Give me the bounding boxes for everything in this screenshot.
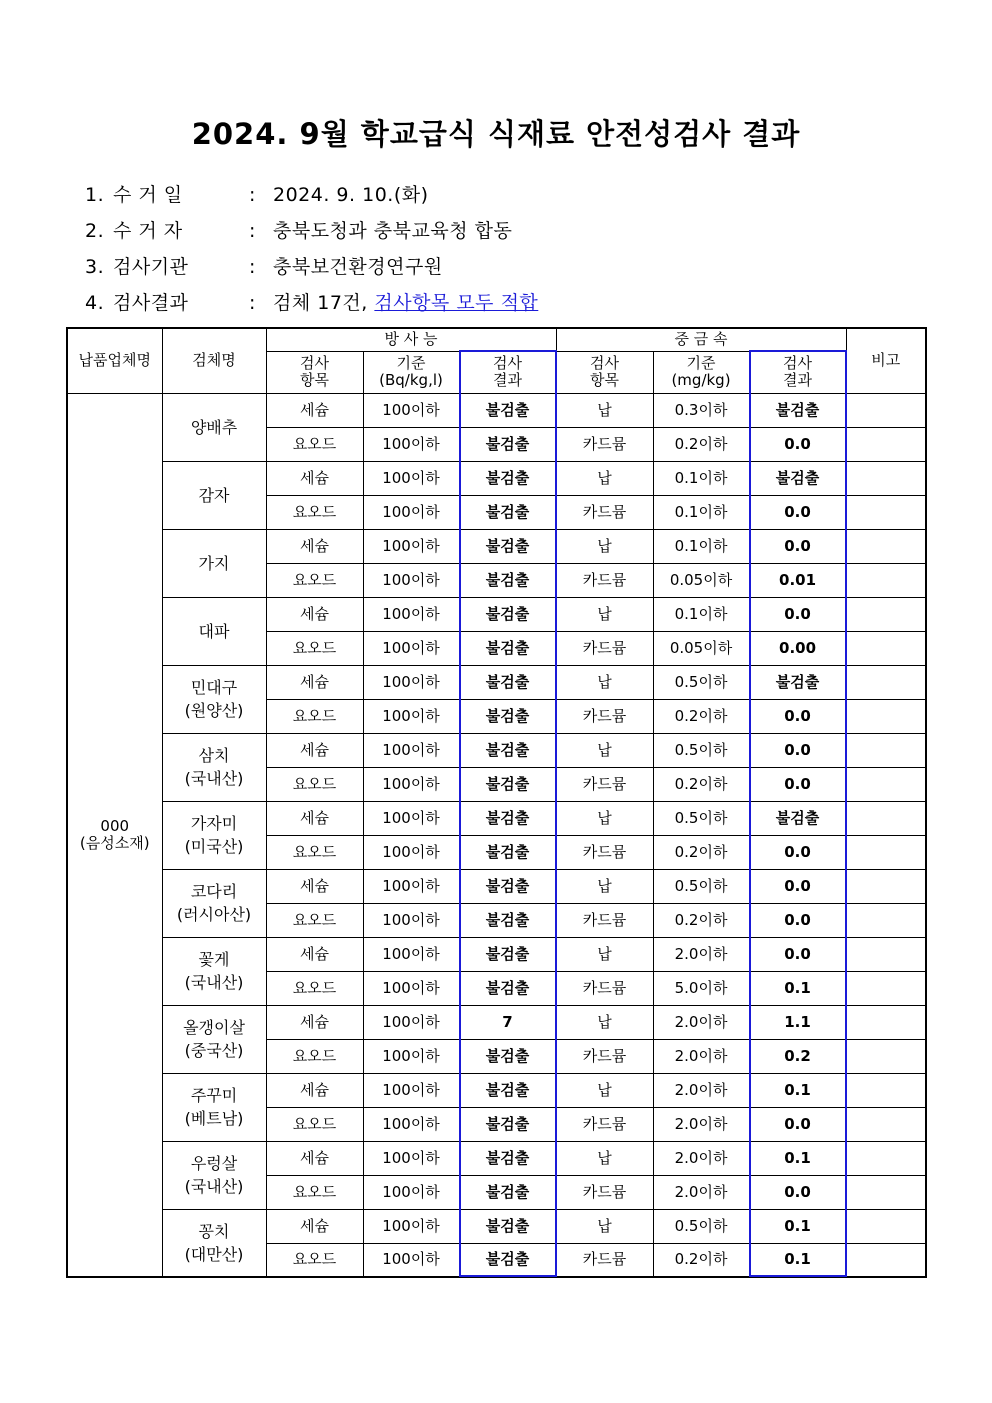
radio-item-cell: 세슘 xyxy=(266,597,363,631)
table-row xyxy=(67,461,926,495)
metal-standard-cell: 0.2이하 xyxy=(653,699,749,733)
metal-item-cell: 납 xyxy=(556,937,653,971)
metal-result-cell: 0.0 xyxy=(749,767,846,801)
metal-standard-cell: 0.2이하 xyxy=(653,427,749,461)
radio-result-cell: 불검출 xyxy=(459,1209,556,1243)
radio-item-cell: 요오드 xyxy=(266,835,363,869)
radio-result-cell: 불검출 xyxy=(459,835,556,869)
radio-item-cell: 세슘 xyxy=(266,1209,363,1243)
radio-item-cell: 요오드 xyxy=(266,971,363,1005)
note-cell xyxy=(846,1175,926,1209)
metal-standard-cell: 0.1이하 xyxy=(653,597,749,631)
table-row xyxy=(67,1141,926,1175)
sample-name-cell: 양배추 xyxy=(162,393,266,461)
radio-item-cell: 요오드 xyxy=(266,903,363,937)
note-cell xyxy=(846,903,926,937)
radio-standard-cell: 100이하 xyxy=(363,1039,459,1073)
radio-standard-cell: 100이하 xyxy=(363,903,459,937)
radio-result-cell: 불검출 xyxy=(459,699,556,733)
radio-standard-cell: 100이하 xyxy=(363,631,459,665)
radio-item-cell: 세슘 xyxy=(266,665,363,699)
radio-item-cell: 세슘 xyxy=(266,733,363,767)
supplier-cell: 000 (음성소재) xyxy=(67,393,162,1277)
metal-standard-cell: 0.3이하 xyxy=(653,393,749,427)
note-cell xyxy=(846,393,926,427)
radio-item-cell: 세슘 xyxy=(266,393,363,427)
metal-standard-cell: 0.5이하 xyxy=(653,733,749,767)
metal-result-cell: 0.1 xyxy=(749,971,846,1005)
radio-item-cell: 요오드 xyxy=(266,699,363,733)
radio-item-cell: 세슘 xyxy=(266,869,363,903)
radio-standard-cell: 100이하 xyxy=(363,1209,459,1243)
radio-item-cell: 세슘 xyxy=(266,937,363,971)
metal-result-cell: 0.00 xyxy=(749,631,846,665)
note-cell xyxy=(846,835,926,869)
radio-result-cell: 불검출 xyxy=(459,1107,556,1141)
metal-result-cell: 불검출 xyxy=(749,665,846,699)
sample-name-cell: 삼치 (국내산) xyxy=(162,733,266,801)
table-row xyxy=(67,597,926,631)
note-cell xyxy=(846,937,926,971)
metal-result-cell: 0.0 xyxy=(749,903,846,937)
info-line-result: 4. 검사결과 : 검체 17건, 검사항목 모두 적합 xyxy=(85,288,538,315)
radio-standard-cell: 100이하 xyxy=(363,835,459,869)
radio-item-cell: 세슘 xyxy=(266,1141,363,1175)
header-radio-item: 검사 항목 xyxy=(266,351,363,393)
metal-item-cell: 카드뮴 xyxy=(556,1039,653,1073)
metal-result-cell: 0.0 xyxy=(749,597,846,631)
radio-standard-cell: 100이하 xyxy=(363,869,459,903)
note-cell xyxy=(846,427,926,461)
radio-standard-cell: 100이하 xyxy=(363,1107,459,1141)
metal-item-cell: 납 xyxy=(556,869,653,903)
table-row xyxy=(67,1005,926,1039)
radio-item-cell: 요오드 xyxy=(266,631,363,665)
metal-result-cell: 0.0 xyxy=(749,869,846,903)
metal-standard-cell: 0.1이하 xyxy=(653,461,749,495)
metal-result-cell: 0.2 xyxy=(749,1039,846,1073)
metal-item-cell: 카드뮴 xyxy=(556,1243,653,1277)
radio-result-cell: 불검출 xyxy=(459,563,556,597)
note-cell xyxy=(846,971,926,1005)
metal-standard-cell: 2.0이하 xyxy=(653,1107,749,1141)
note-cell xyxy=(846,699,926,733)
metal-standard-cell: 2.0이하 xyxy=(653,1039,749,1073)
metal-item-cell: 카드뮴 xyxy=(556,903,653,937)
metal-result-cell: 0.0 xyxy=(749,427,846,461)
metal-result-cell: 0.1 xyxy=(749,1243,846,1277)
metal-item-cell: 납 xyxy=(556,393,653,427)
metal-standard-cell: 2.0이하 xyxy=(653,937,749,971)
metal-item-cell: 카드뮴 xyxy=(556,563,653,597)
metal-result-cell: 0.0 xyxy=(749,529,846,563)
metal-item-cell: 카드뮴 xyxy=(556,1175,653,1209)
header-metal-item: 검사 항목 xyxy=(556,351,653,393)
radio-item-cell: 세슘 xyxy=(266,1073,363,1107)
metal-item-cell: 카드뮴 xyxy=(556,835,653,869)
sample-name-cell: 꽃게 (국내산) xyxy=(162,937,266,1005)
radio-item-cell: 세슘 xyxy=(266,529,363,563)
radio-standard-cell: 100이하 xyxy=(363,597,459,631)
note-cell xyxy=(846,597,926,631)
radio-result-cell: 불검출 xyxy=(459,393,556,427)
radio-result-cell: 불검출 xyxy=(459,1073,556,1107)
header-radioactivity: 방 사 능 xyxy=(266,328,556,351)
note-cell xyxy=(846,495,926,529)
metal-item-cell: 납 xyxy=(556,665,653,699)
table-row xyxy=(67,393,926,427)
radio-standard-cell: 100이하 xyxy=(363,801,459,835)
metal-standard-cell: 2.0이하 xyxy=(653,1141,749,1175)
table-row xyxy=(67,1073,926,1107)
radio-standard-cell: 100이하 xyxy=(363,427,459,461)
metal-result-cell: 0.1 xyxy=(749,1073,846,1107)
metal-item-cell: 카드뮴 xyxy=(556,1107,653,1141)
note-cell xyxy=(846,631,926,665)
metal-item-cell: 카드뮴 xyxy=(556,699,653,733)
result-summary-link[interactable]: 검사항목 모두 적합 xyxy=(374,292,539,314)
note-cell xyxy=(846,1039,926,1073)
radio-result-cell: 불검출 xyxy=(459,665,556,699)
note-cell xyxy=(846,869,926,903)
info-line-institution: 3. 검사기관 : 충북보건환경연구원 xyxy=(85,256,443,278)
radio-result-cell: 불검출 xyxy=(459,971,556,1005)
metal-result-cell: 0.0 xyxy=(749,495,846,529)
radio-result-cell: 불검출 xyxy=(459,1175,556,1209)
metal-standard-cell: 0.2이하 xyxy=(653,903,749,937)
radio-item-cell: 요오드 xyxy=(266,427,363,461)
radio-standard-cell: 100이하 xyxy=(363,1073,459,1107)
note-cell xyxy=(846,767,926,801)
table-row xyxy=(67,1209,926,1243)
radio-result-cell: 불검출 xyxy=(459,903,556,937)
radio-standard-cell: 100이하 xyxy=(363,563,459,597)
metal-result-cell: 0.0 xyxy=(749,699,846,733)
note-cell xyxy=(846,1141,926,1175)
radio-result-cell: 불검출 xyxy=(459,495,556,529)
radio-standard-cell: 100이하 xyxy=(363,529,459,563)
table-row xyxy=(67,665,926,699)
radio-standard-cell: 100이하 xyxy=(363,665,459,699)
table-row xyxy=(67,869,926,903)
page-title: 2024. 9월 학교급식 식재료 안전성검사 결과 xyxy=(191,117,801,151)
note-cell xyxy=(846,733,926,767)
radio-standard-cell: 100이하 xyxy=(363,767,459,801)
metal-standard-cell: 0.2이하 xyxy=(653,835,749,869)
radio-item-cell: 세슘 xyxy=(266,801,363,835)
radio-standard-cell: 100이하 xyxy=(363,393,459,427)
metal-result-cell: 1.1 xyxy=(749,1005,846,1039)
metal-result-cell: 0.1 xyxy=(749,1141,846,1175)
metal-result-cell: 0.0 xyxy=(749,733,846,767)
sample-name-cell: 코다리 (러시아산) xyxy=(162,869,266,937)
radio-item-cell: 요오드 xyxy=(266,563,363,597)
metal-result-cell: 0.0 xyxy=(749,937,846,971)
table-row xyxy=(67,801,926,835)
radio-result-cell: 불검출 xyxy=(459,801,556,835)
metal-standard-cell: 0.05이하 xyxy=(653,631,749,665)
metal-item-cell: 납 xyxy=(556,733,653,767)
note-cell xyxy=(846,1107,926,1141)
metal-standard-cell: 0.1이하 xyxy=(653,529,749,563)
sample-name-cell: 꽁치 (대만산) xyxy=(162,1209,266,1277)
metal-standard-cell: 0.1이하 xyxy=(653,495,749,529)
radio-result-cell: 불검출 xyxy=(459,529,556,563)
radio-item-cell: 요오드 xyxy=(266,1175,363,1209)
radio-standard-cell: 100이하 xyxy=(363,1175,459,1209)
sample-name-cell: 올갱이살 (중국산) xyxy=(162,1005,266,1073)
metal-result-cell: 불검출 xyxy=(749,393,846,427)
metal-item-cell: 카드뮴 xyxy=(556,427,653,461)
header-metal-result: 검사 결과 xyxy=(749,351,846,393)
radio-result-cell: 불검출 xyxy=(459,767,556,801)
metal-standard-cell: 0.05이하 xyxy=(653,563,749,597)
note-cell xyxy=(846,1073,926,1107)
radio-item-cell: 요오드 xyxy=(266,767,363,801)
metal-item-cell: 카드뮴 xyxy=(556,971,653,1005)
metal-standard-cell: 0.5이하 xyxy=(653,801,749,835)
radio-result-cell: 불검출 xyxy=(459,937,556,971)
radio-standard-cell: 100이하 xyxy=(363,699,459,733)
radio-result-cell: 불검출 xyxy=(459,597,556,631)
radio-standard-cell: 100이하 xyxy=(363,971,459,1005)
radio-result-cell: 불검출 xyxy=(459,733,556,767)
radio-result-cell: 불검출 xyxy=(459,631,556,665)
radio-result-cell: 불검출 xyxy=(459,869,556,903)
results-table xyxy=(66,327,927,1278)
metal-item-cell: 납 xyxy=(556,461,653,495)
radio-result-cell: 불검출 xyxy=(459,427,556,461)
header-heavy-metals: 중 금 속 xyxy=(556,328,846,351)
metal-result-cell: 불검출 xyxy=(749,461,846,495)
metal-result-cell: 0.0 xyxy=(749,835,846,869)
metal-standard-cell: 0.2이하 xyxy=(653,767,749,801)
note-cell xyxy=(846,1243,926,1277)
metal-standard-cell: 5.0이하 xyxy=(653,971,749,1005)
table-row xyxy=(67,937,926,971)
radio-item-cell: 요오드 xyxy=(266,1243,363,1277)
header-note: 비고 xyxy=(846,328,926,393)
sample-name-cell: 가지 xyxy=(162,529,266,597)
metal-standard-cell: 2.0이하 xyxy=(653,1175,749,1209)
note-cell xyxy=(846,665,926,699)
header-radio-standard: 기준 (Bq/kg,l) xyxy=(363,351,459,393)
radio-standard-cell: 100이하 xyxy=(363,1005,459,1039)
radio-result-cell: 7 xyxy=(459,1005,556,1039)
sample-name-cell: 우렁살 (국내산) xyxy=(162,1141,266,1209)
metal-item-cell: 납 xyxy=(556,1073,653,1107)
metal-result-cell: 0.0 xyxy=(749,1175,846,1209)
metal-standard-cell: 0.5이하 xyxy=(653,665,749,699)
note-cell xyxy=(846,1005,926,1039)
sample-name-cell: 가자미 (미국산) xyxy=(162,801,266,869)
table-row xyxy=(67,529,926,563)
metal-item-cell: 카드뮴 xyxy=(556,767,653,801)
radio-result-cell: 불검출 xyxy=(459,1243,556,1277)
sample-name-cell: 감자 xyxy=(162,461,266,529)
header-supplier: 납품업체명 xyxy=(67,328,162,393)
radio-item-cell: 요오드 xyxy=(266,495,363,529)
radio-item-cell: 세슘 xyxy=(266,1005,363,1039)
metal-standard-cell: 0.5이하 xyxy=(653,1209,749,1243)
metal-standard-cell: 2.0이하 xyxy=(653,1073,749,1107)
metal-standard-cell: 0.5이하 xyxy=(653,869,749,903)
metal-item-cell: 납 xyxy=(556,597,653,631)
metal-item-cell: 납 xyxy=(556,529,653,563)
note-cell xyxy=(846,461,926,495)
radio-standard-cell: 100이하 xyxy=(363,733,459,767)
note-cell xyxy=(846,1209,926,1243)
radio-standard-cell: 100이하 xyxy=(363,1141,459,1175)
metal-result-cell: 0.1 xyxy=(749,1209,846,1243)
metal-item-cell: 납 xyxy=(556,1141,653,1175)
info-line-collection-date: 1. 수 거 일 : 2024. 9. 10.(화) xyxy=(85,184,429,206)
metal-standard-cell: 2.0이하 xyxy=(653,1005,749,1039)
header-metal-standard: 기준 (mg/kg) xyxy=(653,351,749,393)
radio-standard-cell: 100이하 xyxy=(363,1243,459,1277)
sample-name-cell: 대파 xyxy=(162,597,266,665)
radio-item-cell: 요오드 xyxy=(266,1107,363,1141)
note-cell xyxy=(846,801,926,835)
note-cell xyxy=(846,529,926,563)
metal-item-cell: 카드뮴 xyxy=(556,631,653,665)
table-row xyxy=(67,733,926,767)
metal-result-cell: 0.0 xyxy=(749,1107,846,1141)
metal-item-cell: 납 xyxy=(556,1005,653,1039)
radio-standard-cell: 100이하 xyxy=(363,461,459,495)
note-cell xyxy=(846,563,926,597)
radio-standard-cell: 100이하 xyxy=(363,495,459,529)
radio-result-cell: 불검출 xyxy=(459,1141,556,1175)
header-radio-result: 검사 결과 xyxy=(459,351,556,393)
metal-result-cell: 불검출 xyxy=(749,801,846,835)
metal-result-cell: 0.01 xyxy=(749,563,846,597)
metal-item-cell: 납 xyxy=(556,801,653,835)
metal-standard-cell: 0.2이하 xyxy=(653,1243,749,1277)
metal-item-cell: 카드뮴 xyxy=(556,495,653,529)
metal-item-cell: 납 xyxy=(556,1209,653,1243)
sample-name-cell: 민대구 (원양산) xyxy=(162,665,266,733)
info-line-collector: 2. 수 거 자 : 충북도청과 충북교육청 합동 xyxy=(85,220,513,242)
sample-name-cell: 주꾸미 (베트남) xyxy=(162,1073,266,1141)
radio-result-cell: 불검출 xyxy=(459,461,556,495)
radio-item-cell: 요오드 xyxy=(266,1039,363,1073)
header-sample: 검체명 xyxy=(162,328,266,393)
radio-standard-cell: 100이하 xyxy=(363,937,459,971)
radio-item-cell: 세슘 xyxy=(266,461,363,495)
radio-result-cell: 불검출 xyxy=(459,1039,556,1073)
